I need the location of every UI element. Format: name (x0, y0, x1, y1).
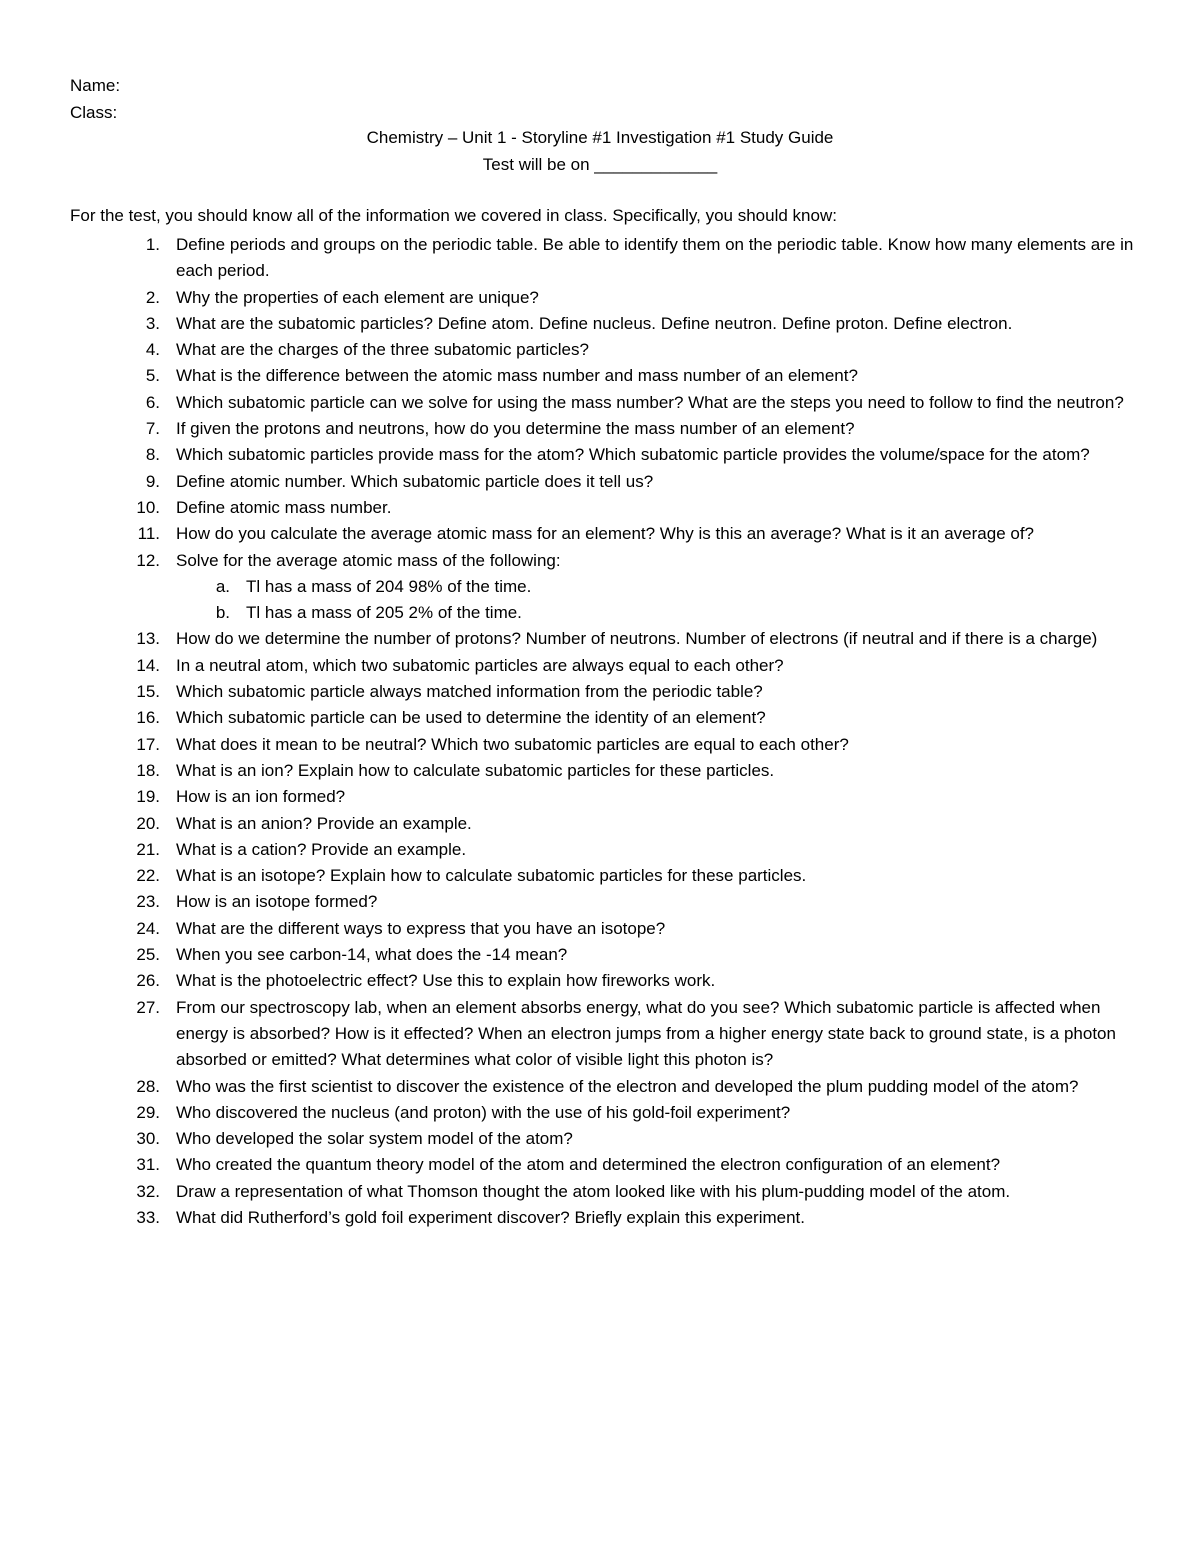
list-item-number: 33. (136, 1207, 160, 1227)
list-item (0, 337, 1136, 363)
list-item-text: What did Rutherford’s gold foil experiment discover? Briefly explain this experiment. (176, 1207, 805, 1227)
list-item (0, 442, 1136, 468)
list-item-number: 23. (136, 892, 160, 912)
list-item (0, 863, 1136, 889)
list-item-number: 31. (136, 1155, 160, 1175)
list-item-number: 15. (136, 682, 160, 702)
list-item-text: From our spectroscopy lab, when an element absorbs energy, what do you see? Which subatomic particle is affected when energy is absorbed? How is it effected? When an electron jumps from a higher energy state back to ground state, is a photon absorbed or emitted? What determines what color of visible light this photon is? (176, 997, 1116, 1070)
list-item-text: Which subatomic particle can be used to determine the identity of an element? (176, 708, 766, 728)
list-item (0, 469, 1136, 495)
list-item-text: What does it mean to be neutral? Which two subatomic particles are equal to each other? (176, 734, 849, 754)
sub-list-item-text: Tl has a mass of 205 2% of the time. (246, 603, 522, 623)
list-item-text: How is an ion formed? (176, 787, 346, 807)
list-item (0, 758, 1136, 784)
list-item (0, 653, 1136, 679)
list-item-number: 29. (136, 1102, 160, 1122)
list-item (0, 363, 1136, 389)
list-item (0, 811, 1136, 837)
test-date-line: Test will be on _____________ (482, 155, 718, 174)
list-item-text: Solve for the average atomic mass of the following: (176, 550, 561, 570)
list-item (0, 916, 1136, 942)
list-item-text: How is an isotope formed? (176, 892, 378, 912)
list-item-number: 20. (136, 813, 160, 833)
list-item-text: What is an isotope? Explain how to calculate subatomic particles for these particles. (176, 866, 807, 886)
list-item-number: 30. (136, 1129, 160, 1149)
list-item-number: 18. (136, 760, 160, 780)
list-item-text: Who was the first scientist to discover the existence of the electron and developed the plum pudding model of the atom? (176, 1076, 1079, 1096)
list-item-text: What are the subatomic particles? Define atom. Define nucleus. Define neutron. Define proton. Define electron. (176, 313, 1013, 333)
class-label: Class: (70, 103, 118, 122)
list-item-text: How do we determine the number of protons? Number of neutrons. Number of electrons (if neutral and if there is a charge) (176, 629, 1098, 649)
list-item-text: What are the different ways to express that you have an isotope? (176, 918, 666, 938)
list-item-number: 28. (136, 1076, 160, 1096)
list-item-text: In a neutral atom, which two subatomic particles are always equal to each other? (176, 655, 784, 675)
list-item (0, 232, 1136, 285)
list-item-number: 25. (136, 945, 160, 965)
list-item-text: Why the properties of each element are unique? (176, 287, 539, 307)
list-item-number: 19. (136, 787, 160, 807)
list-item-number: 7. (145, 419, 160, 439)
list-item (0, 732, 1136, 758)
list-item-number: 2. (145, 287, 160, 307)
list-item (0, 889, 1136, 915)
list-item-number: 32. (136, 1181, 160, 1201)
sub-list-item-letter: a. (215, 576, 230, 596)
list-item (0, 837, 1136, 863)
list-item (0, 390, 1136, 416)
sub-list-item (176, 574, 1126, 600)
list-item-number: 10. (136, 497, 160, 517)
list-item (0, 942, 1136, 968)
list-item (0, 285, 1136, 311)
list-item-number: 14. (136, 655, 160, 675)
list-item-text: If given the protons and neutrons, how do you determine the mass number of an element? (176, 419, 855, 439)
list-item-text: When you see carbon-14, what does the -14 mean? (176, 945, 568, 965)
list-item (0, 1179, 1136, 1205)
list-item-number: 5. (145, 366, 160, 386)
list-item-number: 9. (145, 471, 160, 491)
list-item (0, 705, 1136, 731)
list-item (0, 548, 1136, 627)
list-item (0, 1205, 1136, 1231)
intro-text: For the test, you should know all of the information we covered in class. Specifically, you should know: (70, 206, 837, 225)
list-item-text: Who discovered the nucleus (and proton) with the use of his gold-foil experiment? (176, 1102, 791, 1122)
list-item-text: What is the photoelectric effect? Use this to explain how fireworks work. (176, 971, 716, 991)
list-item (0, 968, 1136, 994)
list-item-text: Who created the quantum theory model of the atom and determined the electron configuration of an element? (176, 1155, 1001, 1175)
list-item-number: 11. (137, 524, 160, 544)
list-item-text: What is an anion? Provide an example. (176, 813, 472, 833)
list-item (0, 521, 1136, 547)
list-item-text: Define atomic number. Which subatomic particle does it tell us? (176, 471, 654, 491)
list-item (0, 311, 1136, 337)
list-item (0, 1152, 1136, 1178)
list-item-text: Which subatomic particles provide mass for the atom? Which subatomic particle provides the volume/space for the atom? (176, 445, 1090, 465)
list-item-text: What is a cation? Provide an example. (176, 839, 467, 859)
list-item-text: Which subatomic particle can we solve for using the mass number? What are the steps you need to follow to find the neutron? (176, 392, 1124, 412)
page-title: Chemistry – Unit 1 - Storyline #1 Investigation #1 Study Guide (366, 128, 834, 147)
sub-list-item (176, 600, 1126, 626)
question-list (0, 232, 1200, 1231)
list-item-number: 24. (136, 918, 160, 938)
list-item-text: Who developed the solar system model of the atom? (176, 1129, 573, 1149)
list-item-number: 26. (136, 971, 160, 991)
list-item-text: What are the charges of the three subatomic particles? (176, 340, 589, 360)
list-item (0, 1126, 1136, 1152)
list-item-number: 12. (136, 550, 160, 570)
list-item (0, 1074, 1136, 1100)
list-item-text: What is the difference between the atomic mass number and mass number of an element? (176, 366, 858, 386)
list-item-number: 21. (136, 839, 160, 859)
list-item-number: 17. (136, 734, 160, 754)
list-item-number: 22. (136, 866, 160, 886)
list-item (0, 626, 1136, 652)
list-item-number: 3. (145, 313, 160, 333)
name-label: Name: (70, 76, 121, 95)
list-item (0, 995, 1136, 1074)
list-item-text: Which subatomic particle always matched information from the periodic table? (176, 682, 763, 702)
list-item-text: Draw a representation of what Thomson thought the atom looked like with his plum-pudding model of the atom. (176, 1181, 1011, 1201)
list-item (0, 1100, 1136, 1126)
list-item-number: 8. (145, 445, 160, 465)
list-item-number: 4. (145, 340, 160, 360)
list-item-text: Define periods and groups on the periodic table. Be able to identify them on the periodic table. Know how many elements are in each period. (176, 235, 1134, 281)
list-item-text: Define atomic mass number. (176, 497, 392, 517)
list-item-number: 6. (145, 392, 160, 412)
list-item (0, 495, 1136, 521)
sub-list (176, 574, 1136, 627)
list-item (0, 679, 1136, 705)
list-item-number: 13. (136, 629, 160, 649)
list-item-text: How do you calculate the average atomic mass for an element? Why is this an average? What is it an average of? (176, 524, 1035, 544)
sub-list-item-text: Tl has a mass of 204 98% of the time. (246, 576, 532, 596)
list-item-number: 27. (136, 997, 160, 1017)
list-item (0, 416, 1136, 442)
list-item-number: 16. (136, 708, 160, 728)
list-item-text: What is an ion? Explain how to calculate subatomic particles for these particles. (176, 760, 775, 780)
list-item (0, 784, 1136, 810)
list-item-number: 1. (145, 235, 160, 254)
sub-list-item-letter: b. (215, 603, 230, 623)
